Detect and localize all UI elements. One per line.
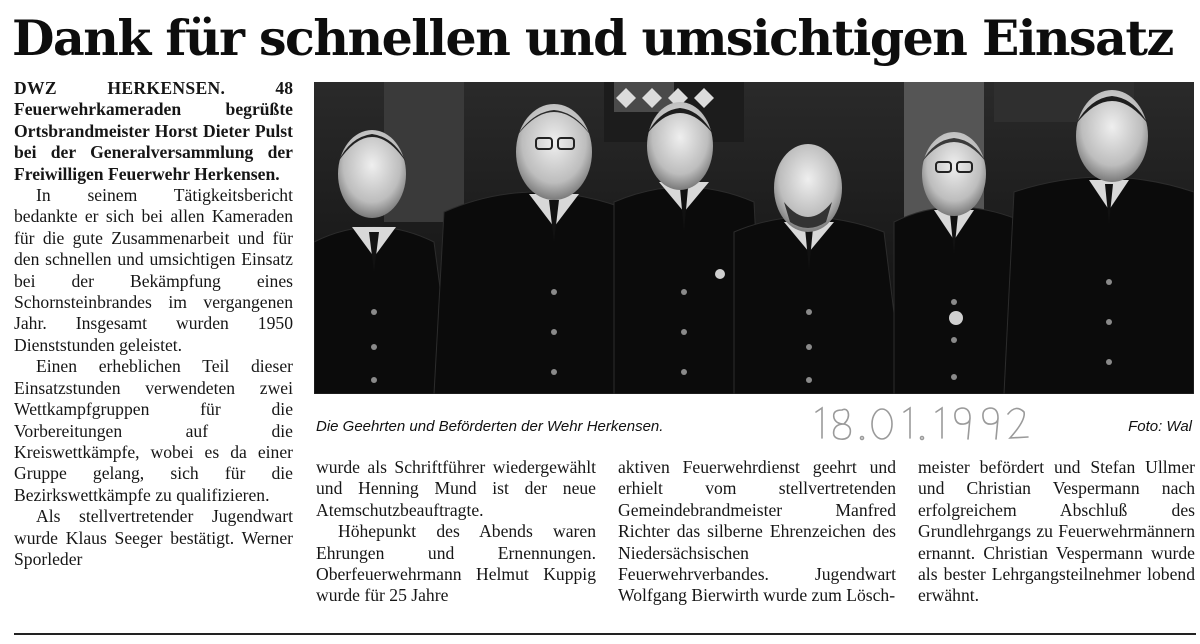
body-paragraph: Einen erheblichen Teil dieser Einsatzstunden verwendeten zwei Wettkampfgruppen für die Vorbereitungen auf die Kreiswettkämpfe, wobei es da einer Gruppe gelang, sich für die Bezirkswettkämpfe zu qualifizieren. [14,356,293,505]
lead-paragraph [14,78,293,185]
photo-credit: Foto: Wal [1128,418,1192,435]
body-paragraph: Höhepunkt des Abends waren Ehrungen und Ernennungen. Oberfeuerwehrmann Helmut Kuppig wurde für 25 Jahre [316,521,596,606]
dateline: DWZ HERKENSEN. [14,78,226,98]
body-paragraph: wurde als Schriftführer wiedergewählt und Henning Mund ist der neue Atemschutzbeauftragte. [316,457,596,520]
group-photo [314,82,1194,394]
headline: Dank für schnellen und umsichtigen Einsatz [12,9,1173,67]
bottom-rule [14,633,1196,635]
body-paragraph: meister befördert und Stefan Ullmer und Christian Vespermann nach erfolgreichem Abschluß des Grundlehrgangs zu Feuerwehrmännern ernannt. Christian Vespermann wurde als bester Lehrgangsteilnehmer lobend erwähnt. [918,457,1195,606]
lead-text: 48 Feuerwehrkameraden begrüßte Ortsbrandmeister Horst Dieter Pulst bei der Generalversammlung der Freiwilligen Feuerwehr Herkensen. [14,78,293,184]
article-column-4 [918,457,1195,607]
article-column-1 [14,78,293,570]
group-photo-image [314,82,1194,394]
article-column-3 [618,457,896,607]
body-paragraph: In seinem Tätigkeitsbericht bedankte er sich bei allen Kameraden für die gute Zusammenarbeit und für den schnellen und umsichtigen Einsatz bei der Bekämpfung eines Schornsteinbrandes im vergangenen Jahr. Insgesamt wurden 1950 Dienststunden geleistet. [14,185,293,355]
caption-text: Die Geehrten und Beförderten der Wehr Herkensen. [316,418,664,435]
body-paragraph: aktiven Feuerwehrdienst geehrt und erhielt vom stellvertretenden Gemeindebrandmeister Manfred Richter das silberne Ehrenzeichen des Niedersächsischen Feuerwehrverbandes. Jugendwart Wolfgang Bierwirth wurde zum Lösch- [618,457,896,606]
handwritten-date-stamp [812,402,1052,442]
article-column-2 [316,457,596,607]
body-paragraph: Als stellvertretender Jugendwart wurde Klaus Seeger bestätigt. Werner Sporleder [14,506,293,569]
photo-caption [316,416,1196,438]
